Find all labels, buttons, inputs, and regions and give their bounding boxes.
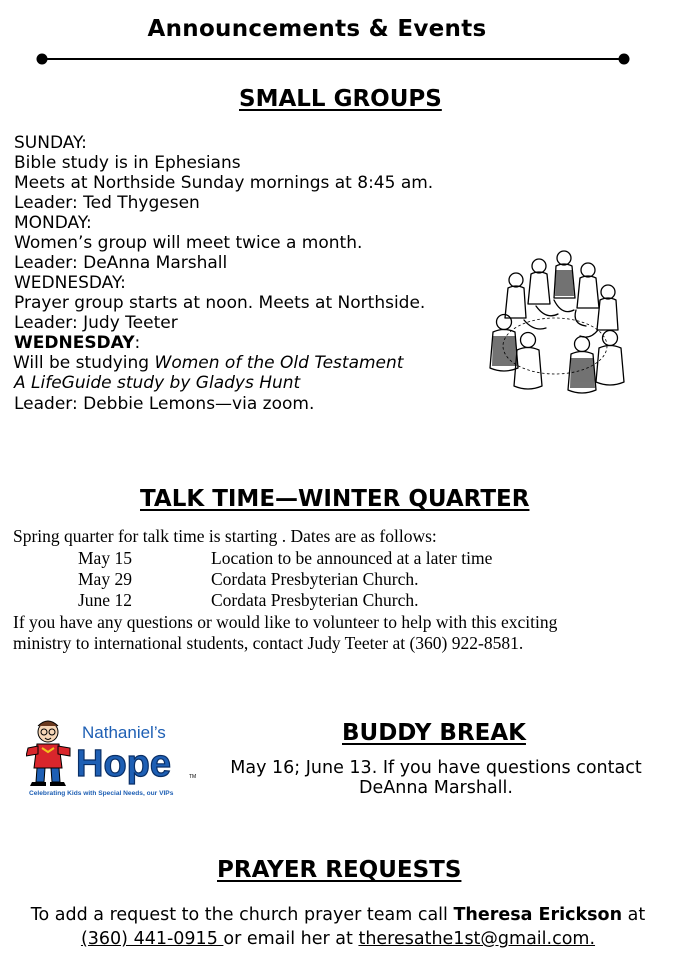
page-title: Announcements & Events xyxy=(147,16,487,42)
schedule-location: Location to be announced at a later time xyxy=(211,548,493,568)
monday-leader: Leader: DeAnna Marshall xyxy=(14,253,228,273)
sunday-leader: Leader: Ted Thygesen xyxy=(14,193,200,213)
buddy-break-line-1: May 16; June 13. If you have questions contact xyxy=(230,758,642,778)
buddy-break-line-2: DeAnna Marshall. xyxy=(359,778,513,798)
wednesday-label-2-colon: : xyxy=(134,333,141,353)
talk-time-closing-2: ministry to international students, contact Judy Teeter at (360) 922-8581. xyxy=(13,633,524,653)
wednesday-2-study-guide: A LifeGuide study by Gladys Hunt xyxy=(14,373,301,393)
prayer-prefix: To add a request to the church prayer team call xyxy=(30,905,454,925)
sunday-line-1: Bible study is in Ephesians xyxy=(14,153,241,173)
schedule-date: May 15 xyxy=(78,548,132,568)
wednesday-2-leader: Leader: Debbie Lemons—via zoom. xyxy=(14,394,315,414)
schedule-location: Cordata Presbyterian Church. xyxy=(211,569,419,589)
prayer-phone-link[interactable]: (360) 441-0915 xyxy=(80,929,224,949)
buddy-break-heading: BUDDY BREAK xyxy=(342,720,526,746)
logo-name-big: Hope xyxy=(76,743,171,785)
monday-label: MONDAY: xyxy=(14,213,92,233)
wednesday-1-line-1: Prayer group starts at noon. Meets at Northside. xyxy=(14,293,426,313)
wednesday-2-line-1 xyxy=(13,353,403,373)
prayer-requests-heading: PRAYER REQUESTS xyxy=(217,857,462,883)
wednesday-label-2: WEDNESDAY xyxy=(14,333,135,353)
nathaniels-hope-logo xyxy=(26,716,204,798)
prayer-line-2 xyxy=(14,927,662,951)
talk-time-heading: TALK TIME—WINTER QUARTER xyxy=(140,486,530,512)
talk-time-closing-1: If you have any questions or would like to volunteer to help with this exciting xyxy=(13,612,558,632)
logo-trademark: TM xyxy=(189,774,197,780)
wednesday-2-book-title: Women of the Old Testament xyxy=(154,353,404,373)
wednesday-2-prefix: Will be studying xyxy=(13,353,155,373)
schedule-date: May 29 xyxy=(78,569,132,589)
prayer-contact-name: Theresa Erickson xyxy=(453,905,623,925)
wednesday-1-leader: Leader: Judy Teeter xyxy=(14,313,178,333)
sunday-line-2: Meets at Northside Sunday mornings at 8:45 am. xyxy=(14,173,434,193)
prayer-requests-text xyxy=(14,903,662,951)
buddy-break-text xyxy=(214,758,658,798)
wednesday-label-2-row xyxy=(14,333,140,353)
logo-tagline: Celebrating Kids with Special Needs, our VIPs xyxy=(29,790,174,797)
small-groups-heading: SMALL GROUPS xyxy=(239,86,442,112)
prayer-email-link[interactable]: theresathe1st@gmail.com. xyxy=(358,929,596,949)
prayer-line-1 xyxy=(14,903,662,927)
schedule-location: Cordata Presbyterian Church. xyxy=(211,590,419,610)
talk-time-intro: Spring quarter for talk time is starting . Dates are as follows: xyxy=(13,526,437,546)
prayer-or-email: or email her at xyxy=(223,929,359,949)
header-rule xyxy=(36,52,630,66)
wednesday-label-1: WEDNESDAY: xyxy=(14,273,126,293)
schedule-date: June 12 xyxy=(78,590,132,610)
wednesday-2-line-2 xyxy=(14,373,300,393)
logo-name-top: Nathaniel’s xyxy=(82,723,166,742)
small-group-circle-illustration xyxy=(476,240,634,406)
prayer-mid: at xyxy=(622,905,646,925)
sunday-label: SUNDAY: xyxy=(14,133,87,153)
monday-line-1: Women’s group will meet twice a month. xyxy=(14,233,363,253)
